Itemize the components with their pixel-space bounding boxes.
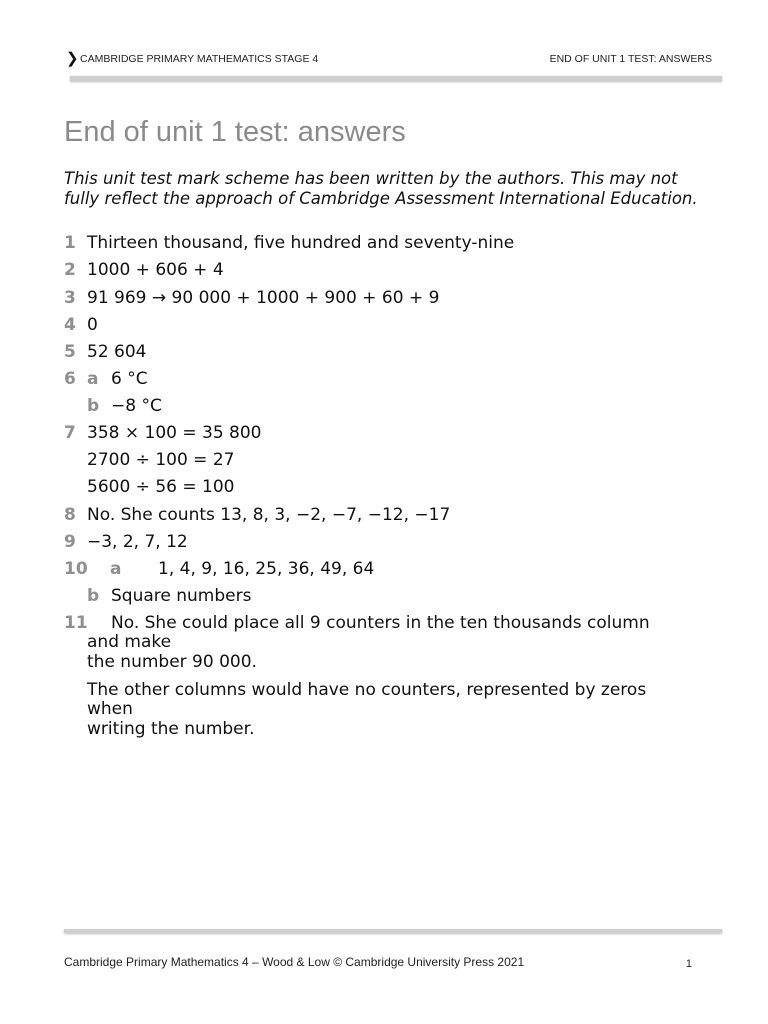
footer-copyright: Cambridge Primary Mathematics 4 – Wood & Low © Cambridge University Press 2021 — [64, 955, 525, 969]
header-section-title: END OF UNIT 1 TEST: ANSWERS — [549, 53, 712, 65]
question-number: 6 — [64, 369, 76, 389]
answer-text: The other columns would have no counters, represented by zeros — [87, 680, 647, 700]
answer-text: 358 × 100 = 35 800 — [87, 423, 262, 443]
answer-text: 2700 ÷ 100 = 27 — [87, 450, 235, 470]
answer-text: No. She could place all 9 counters in the ten thousands column — [111, 613, 650, 633]
question-number: 10 — [64, 559, 88, 579]
part-label: b — [87, 396, 100, 416]
answer-text: −8 °C — [111, 396, 162, 416]
answer-text: and make — [87, 632, 172, 652]
question-number: 9 — [64, 532, 76, 552]
answer-text: 1000 + 606 + 4 — [87, 260, 224, 280]
header-series-title: CAMBRIDGE PRIMARY MATHEMATICS STAGE 4 — [80, 53, 319, 65]
part-label: b — [87, 586, 100, 606]
footer-divider — [64, 929, 722, 933]
answer-text: when — [87, 699, 133, 719]
question-number: 5 — [64, 342, 76, 362]
answer-text: Square numbers — [111, 586, 252, 606]
question-number: 2 — [64, 260, 76, 280]
intro-note: This unit test mark scheme has been written by the authors. This may not fully reflect the approach of Cambridge Assessment International Education. — [64, 169, 698, 208]
answer-text: 5600 ÷ 56 = 100 — [87, 477, 235, 497]
page-header — [66, 50, 712, 68]
answer-text: No. She counts 13, 8, 3, −2, −7, −12, −17 — [87, 505, 451, 525]
header-divider — [70, 76, 722, 81]
answer-text: 52 604 — [87, 342, 147, 362]
question-number: 11 — [64, 613, 88, 633]
answer-text: 6 °C — [111, 369, 148, 389]
answer-text: writing the number. — [87, 719, 255, 739]
part-label: a — [110, 559, 122, 579]
question-number: 3 — [64, 288, 76, 308]
question-number: 4 — [64, 315, 76, 335]
answer-text: 1, 4, 9, 16, 25, 36, 49, 64 — [158, 559, 375, 579]
page-title: End of unit 1 test: answers — [64, 116, 406, 148]
question-number: 1 — [64, 233, 76, 253]
answer-text: 0 — [87, 315, 98, 335]
answer-text: Thirteen thousand, five hundred and seventy-nine — [87, 233, 515, 253]
chevron-right-icon: ❯ — [66, 50, 79, 67]
answer-text: 91 969 → 90 000 + 1000 + 900 + 60 + 9 — [87, 288, 440, 308]
answer-text: −3, 2, 7, 12 — [87, 532, 188, 552]
page-number: 1 — [685, 958, 692, 970]
question-number: 8 — [64, 505, 76, 525]
part-label: a — [87, 369, 99, 389]
answer-text: the number 90 000. — [87, 652, 257, 672]
question-number: 7 — [64, 423, 76, 443]
